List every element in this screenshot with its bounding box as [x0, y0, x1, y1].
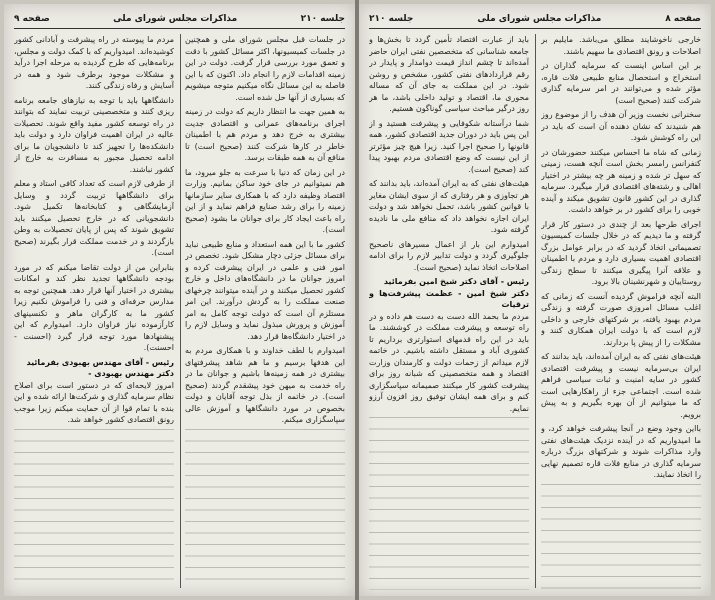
paragraph: بر این اساس اینست که سرمایه گذاران در استخراج و استحصال منابع طبیعی فلات قاره، مؤثر شده و می‌توانند در امر سرمایه گذاری شرکت کنند (صحیح است)	[541, 61, 701, 105]
speaker-line: دکتر مهندس بهبودی -	[88, 369, 174, 378]
speaker-line: رئیس - آقای دکتر شیخ امین بفرمائید	[383, 277, 529, 286]
paragraph: بنابراین من از دولت تقاضا میکنم که در مورد بودجه دانشگاهها تجدید نظر کند و امکانات بیشتری در اختیار آنها قرار دهد. همچنین توجه به مدارس حرفه‌ای و فنی را فراموش نکنیم زیرا کشور ما به کارگران ماهر و تکنسینهای کارآزموده نیاز فراوان دارد. امیدوارم که این پیشنهادها مورد توجه قرار گیرد (احسنت - احسنت).	[14, 262, 174, 352]
paragraph: باید از عبارت اقتصاد تأمین گردد تا بخش‌ها و جامعه شناسانی که متخصصین نفتی ایران حاضر آمده‌اند تا چشم انداز قیمت دوامدار و پایدار در رقم قراردادهای نفتی کشور، مشخص و روشن شود. در این مملکت به جای آن که مساله محوری ما، اقتصاد و تولید داخلی باشد، ما هر روز درگیر مباحث سیاسی گوناگون هستیم.	[369, 35, 529, 113]
paragraph: هیئت‌های نفتی که به ایران آمده‌اند، باید بدانند که ایران بی‌سرمایه نیست و پیشرفت اقتصادی کشور در سایه امنیت و ثبات سیاسی فراهم شده است. اجتماعی جزء از راهکارهایی است که ما میتوانیم از آن بهره بگیریم و به پیش برویم.	[541, 352, 701, 419]
text-continuation	[14, 429, 174, 591]
page-number: صفحه ۸	[665, 14, 701, 24]
publication-title: مذاکرات مجلس شورای ملی	[113, 14, 238, 24]
paragraph: امروز لایحه‌ای که در دستور است برای اصلاح نظام سرمایه گذاری و شرکت‌ها ارائه شده و این بنده با تمام قوا از آن حمایت میکنم زیرا موجب رونق اقتصادی کشور خواهد شد.	[14, 380, 174, 424]
page-number: صفحه ۹	[14, 14, 50, 24]
page-9	[4, 4, 355, 596]
page-8	[359, 4, 711, 596]
column-divider	[180, 34, 181, 588]
session-number: جلسه ۲۱۰	[369, 14, 414, 24]
page-header	[14, 10, 345, 29]
text-continuation	[541, 484, 701, 591]
column-divider	[535, 34, 536, 588]
speaker-line: رئیس - آقای مهندس بهبودی بفرمائید	[26, 357, 174, 367]
paragraph: البته آنچه فراموش گردیده آنست که زمانی که اغلب مسائل امروزی صورت گرفته و زندگی مردم بهبود یافته، بر شرکتهای خارجی و داخلی لازم است که با دولت ایران همکاری کنند و مشکلات را از پیش پا بردارند.	[541, 291, 701, 347]
paragraph: از طرفی لازم است که تعداد کافی استاد و معلم برای دانشگاهها تربیت گردد و وسایل آزمایشگاهی و کتابخانه‌ها تکمیل شود. دانشجویانی که در خارج تحصیل میکنند باید تشویق شوند که پس از پایان تحصیلات به وطن بازگردند و در خدمت مملکت قرار بگیرند (صحیح است).	[14, 179, 174, 257]
paragraph: شما درآستانه شکوفایی و پیشرفت هستید و از این پس باید در دوران جدید اقتصادی کشور، همه قانونها را صحیح اجرا کنید. زیرا هیچ چیز مؤثرتر از این نیست که وضع اقتصادی مردم بهبود پیدا کند (صحیح است).	[369, 118, 529, 174]
paragraph: کشور ما با این همه استعداد و منابع طبیعی نباید برای مسائل جزئی دچار مشکل شود. تخصص در امور فنی و علمی در ایران پیشرفت کرده و امروز جوانان ما در دانشگاه‌های داخل و خارج کشور تحصیل میکنند و در آینده میتوانند چرخهای صنعت مملکت را به گردش درآورند. این امر مستلزم آن است که دولت توجه کامل به امر آموزش و پرورش مبذول نماید و وسایل لازم را در اختیار دانشگاه‌ها قرار دهد.	[185, 239, 345, 341]
paragraph: در این زمان که دنیا با سرعت به جلو میرود، ما هم نمیتوانیم در جای خود ساکن بمانیم. وزارت اقتصاد وظیفه دارد که با همکاری سایر سازمانها زمینه را برای رشد صنایع فراهم نماید و از این راه باعث ایجاد کار برای جوانان ما بشود (صحیح است).	[185, 167, 345, 234]
paragraph: زمانی که شاه ما احساس میکنند حضورشان در کنفرانس رامسر بخش است آنچه هست، زمینی که سهل تر شده و زمینه هر چه بیشتر در اختیار اهالی و رشته‌های اقتصادی قرار میگیرد. سرمایه گذاری در این کشور قانون تشویق میکند و آینده خوبی را برای کشور در بر خواهد داشت.	[541, 147, 701, 214]
publication-title: مذاکرات مجلس شورای ملی	[477, 14, 602, 24]
paragraph: به همین جهت ما انتظار داریم که دولت در زمینه اجرای برنامه‌های عمرانی و اقتصادی جدیت بیشتری به خرج دهد و مردم هم با اطمینان خاطر در کارها شرکت کنند (صحیح است) تا منافع آن به همه طبقات برسد.	[185, 107, 345, 162]
text-column-left	[14, 34, 174, 590]
page-header	[369, 10, 701, 29]
paragraph: در جلسات قبل مجلس شورای ملی و همچنین در جلسات کمیسیونها، اکثر مسائل کشور با دقت و تعمق مورد بررسی قرار گرفت. دولت در این زمینه اقدامات لازم را انجام داد. اکنون که با این فاصله به این مسائل نگاه میکنیم متوجه میشویم که بسیاری از آنها حل شده است.	[185, 35, 345, 102]
text-continuation	[369, 417, 529, 590]
text-continuation	[185, 429, 345, 591]
paragraph: هیئت‌های نفتی که به ایران آمده‌اند، باید بدانند که هر تجاوزی و هر رفتاری که از سوی ایشان مغایر با قوانین کشور باشد، تحمل نخواهد شد و دولت ایران اجازه نخواهد داد که منافع ملی ما نادیده گرفته شود.	[369, 179, 529, 234]
text-column-right	[541, 34, 701, 590]
paragraph: سخنرانی نخست وزیر آن هدف را از موضوع روز هم شنیدند که نشان دهنده آن است که باید در این راه کوشش شود.	[541, 110, 701, 142]
text-column-left	[369, 34, 529, 590]
speaker-line: دکتر شیخ امین - عظمت پیشرفت‌ها و ترقیات	[369, 288, 529, 309]
paragraph: مردم ما بحمد الله دست به دست هم داده و در راه توسعه و پیشرفت مملکت در کوششند. ما باید در این راه قدمهای استوارتری برداریم تا کشوری آباد و مستقل داشته باشیم. در خاتمه لازم میدانم از زحمات دولت و کارمندان وزارت اقتصاد و همه متخصصینی که شبانه روز برای پیشرفت کشور کار میکنند صمیمانه سپاسگزاری کنم و برای همه ایشان توفیق روز افزون آرزو نمایم.	[369, 311, 529, 413]
paragraph: دانشگاهها باید با توجه به نیازهای جامعه برنامه ریزی کنند و متخصصینی تربیت نمایند که بتوانند در راه توسعه کشور مفید واقع شوند. تحصیلات عالیه در ایران اهمیت فراوان دارد و دولت باید دانشکده‌ها را تجهیز کند تا دانشجویان ما برای ادامه تحصیل مجبور به مسافرت به خارج از کشور نباشند.	[14, 95, 174, 174]
paragraph: مردم ما پیوسته در راه پیشرفت و آبادانی کشور کوشیده‌اند. امیدواریم که با کمک دولت و مجلس، برنامه‌هایی که طرح گردیده به مرحله اجرا درآید و مشکلات موجود برطرف شود و همه در آسایش و رفاه زندگی کنند.	[14, 35, 174, 90]
paragraph: بااین وجود وضع در آنجا پیشرفت خواهد کرد، و ما امیدواریم که در آینده نزدیک هیئت‌های نفتی وارد مذاکرات شوند و شرکتهای بزرگ درباره سرمایه گذاری در منابع فلات قاره تصمیم نهایی را اتخاذ نمایند.	[541, 424, 701, 479]
paragraph: خارجی ناخوشایند مطلق می‌باشد. مایلیم بر اصلاحات و رونق اقتصادی ما سهیم باشند.	[541, 35, 701, 56]
paragraph: امیدوارم این بار از اعمال مسیرهای ناصحیح جلوگیری گردد و دولت تدابیر لازم را برای ادامه اصلاحات اتخاذ نماید (صحیح است).	[369, 239, 529, 272]
paragraph: اجرای طرحها بعد از چندی در دستور کار قرار گرفته و ما دیدیم که در خلال جلسات کمیسیون تصمیماتی اتخاذ گردید که در برابر عوامل بزرگ اقتصادی اهمیت بسیاری دارد و مردم با اطمینان و علاقه آنرا پیگیری میکنند تا سطح زندگی روستاییان و شهرنشینان بالا برود.	[541, 219, 701, 286]
paragraph: امیدوارم با لطف خداوند و با همکاری مردم به این هدفها برسیم و ما هم شاهد پیشرفتهای بیشتری در همه زمینه‌ها باشیم و جوانان ما در راه خدمت به میهن خود پیشقدم گردند (صحیح است). در خاتمه از بذل توجه آقایان و دولت بخصوص در مورد دانشگاهها و آموزش عالی سپاسگزاری میکنم.	[185, 346, 345, 424]
session-number: جلسه ۲۱۰	[300, 14, 345, 24]
text-column-right	[185, 34, 345, 590]
